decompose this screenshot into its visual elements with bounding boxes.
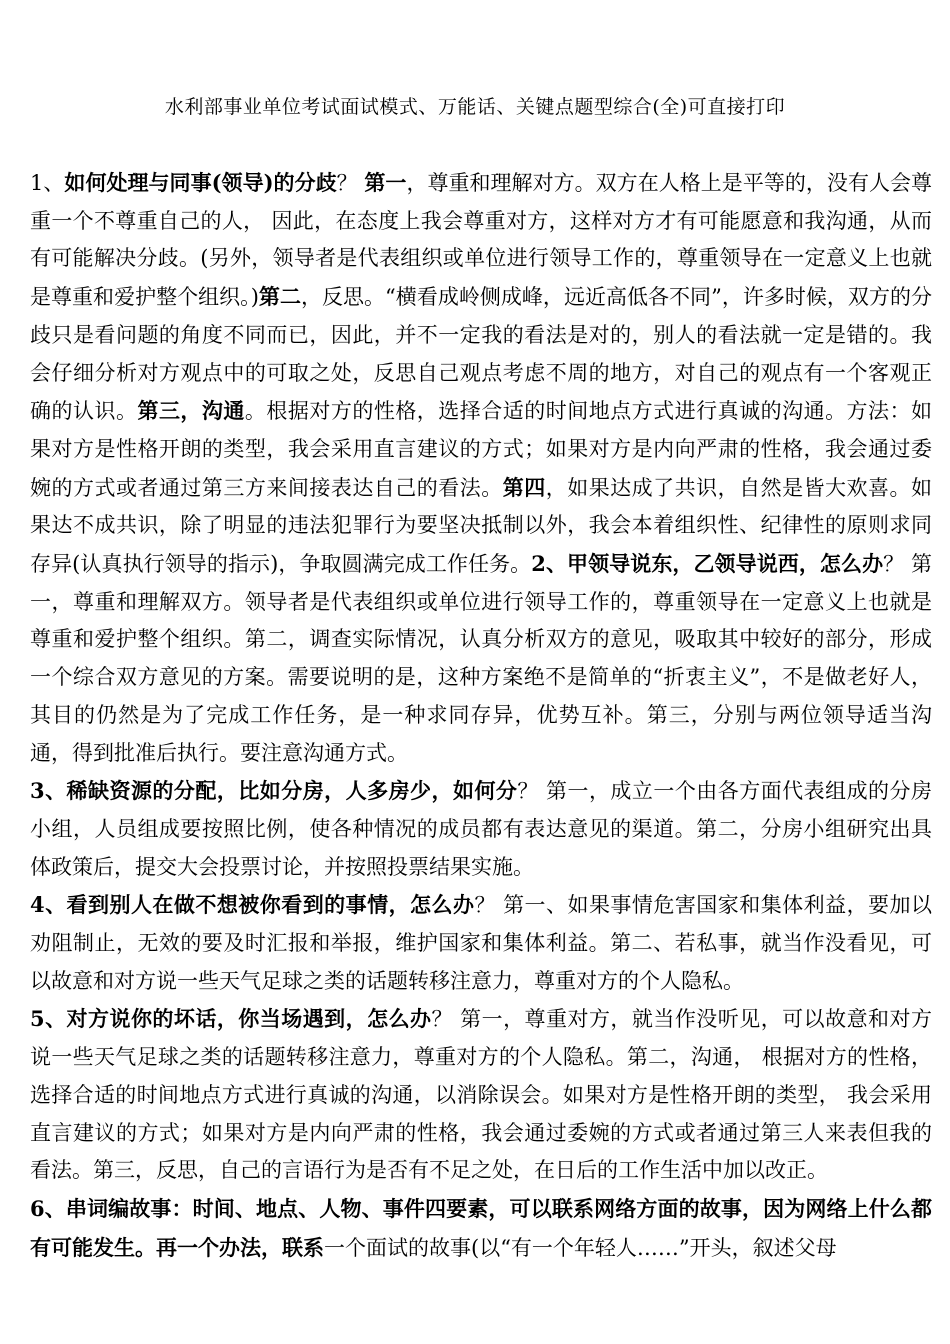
question-4-answer: 第一、如果事情危害国家和集体利益，要加以劝阻制止，无效的要及时汇报和举报，维护国家和集体利益。第二、若私事，就当作没看见，可以故意和对方说一些天气足球之类的话题转移注意力，尊重对方的个人隐私。 <box>30 893 932 993</box>
question-6-answer: 一个面试的故事(以“有一个年轻人……”开头，叙述父母 <box>324 1235 837 1260</box>
question-1-heading: 如何处理与同事(领导)的分歧 <box>64 170 337 195</box>
question-6-heading: 6、串词编故事：时间、地点、人物、事件四要素，可以联系网络方面的故事，因为网络上什么都有可能发生。再一个办法，联系 <box>30 1195 932 1260</box>
question-3-answer: 第一，成立一个由各方面代表组成的分房小组，人员组成要按照比例，使各种情况的成员都有表达意见的渠道。第二，分房小组研究出具体政策后，提交大会投票讨论，并按照投票结果实施。 <box>30 779 932 879</box>
question-5-heading: 5、对方说你的坏话，你当场遇到，怎么办 <box>30 1006 432 1032</box>
question-mark: ？ <box>336 171 358 195</box>
question-mark: ？ <box>883 552 905 577</box>
question-2-heading: 2、甲领导说东，乙领导说西，怎么办 <box>531 551 884 577</box>
point-text: ，反思。“横看成岭侧成峰，远近高低各不同”，许多时候，双方的分歧只是看问题的角度不同而已，因此，并不一定我的看法是对的，别人的看法就一定是错的。我会仔细分析对方观点中的可取之处，反思自己观点考虑不周的地方，对自己的观点有一个客观正确的认识。 <box>30 285 932 424</box>
document-title: 水利部事业单位考试面试模式、万能话、关键点题型综合(全)可直接打印 <box>164 96 786 118</box>
question-mark: ？ <box>431 1007 453 1032</box>
question-mark: ？ <box>474 893 496 918</box>
paragraph-5 <box>30 1000 932 1190</box>
point-text: ，如果达成了共识，自然是皆大欢喜。如果达不成共识，除了明显的违法犯罪行为要坚决抵制以外，我会本着组织性、纪律性的原则求同存异(认真执行领导的指示)，争取圆满完成工作任务。 <box>30 475 933 577</box>
document-body <box>30 164 932 1267</box>
point-label: 第四 <box>502 474 546 500</box>
paragraph-6 <box>30 1190 932 1267</box>
point-label: 第一 <box>364 170 407 195</box>
question-2-answer: 第一，尊重和理解双方。领导者是代表组织或单位进行领导工作的，尊重领导在一定意义上也就是尊重和爱护整个组织。第二，调查实际情况，认真分析双方的意见，吸取其中较好的部分，形成一个综合双方意见的方案。需要说明的是，这种方案绝不是简单的“折衷主义”，不是做老好人，其目的仍然是为了完成工作任务，是一种求同存异，优势互补。第三，分别与两位领导适当沟通，得到批准后执行。要注意沟通方式。 <box>30 552 932 765</box>
question-1-number: 1、 <box>30 171 65 195</box>
question-4-heading: 4、看到别人在做不想被你看到的事情，怎么办 <box>30 892 475 918</box>
paragraph-3 <box>30 772 932 886</box>
paragraph-4 <box>30 886 932 1000</box>
question-5-answer: 第一，尊重对方，就当作没听见，可以故意和对方说一些天气足球之类的话题转移注意力，尊重对方的个人隐私。第二，沟通， 根据对方的性格，选择合适的时间地点方式进行真诚的沟通，以消除误会。如果对方是性格开朗的类型， 我会采用直言建议的方式；如果对方是内向严肃的性格，我会通过委婉的方式或者通过第三人来表但我的看法。第三，反思，自己的言语行为是否有不足之处，在日后的工作生活中加以改正。 <box>30 1007 932 1183</box>
point-label: 第二 <box>258 284 301 310</box>
point-label: 第三，沟通 <box>137 398 245 424</box>
point-text: ，尊重和理解对方。双方在人格上是平等的，没有人会尊重一个不尊重自己的人， 因此，在态度上我会尊重对方，这样对方才有可能愿意和我沟通，从而有可能解决分歧。(另外，领导者是代表组织或单位进行领导工作的，尊重领导在一定意义上也就是尊重和爱护整个组织。) <box>30 171 933 310</box>
point-text: 。根据对方的性格，选择合适的时间地点方式进行真诚的沟通。方法：如果对方是性格开朗的类型，我会采用直言建议的方式；如果对方是内向严肃的性格，我会通过委婉的方式或者通过第三方来间接表达自己的看法。 <box>30 399 933 500</box>
question-3-heading: 3、稀缺资源的分配，比如分房，人多房少，如何分 <box>30 778 518 804</box>
question-mark: ？ <box>517 779 539 804</box>
paragraph-1 <box>30 164 932 772</box>
